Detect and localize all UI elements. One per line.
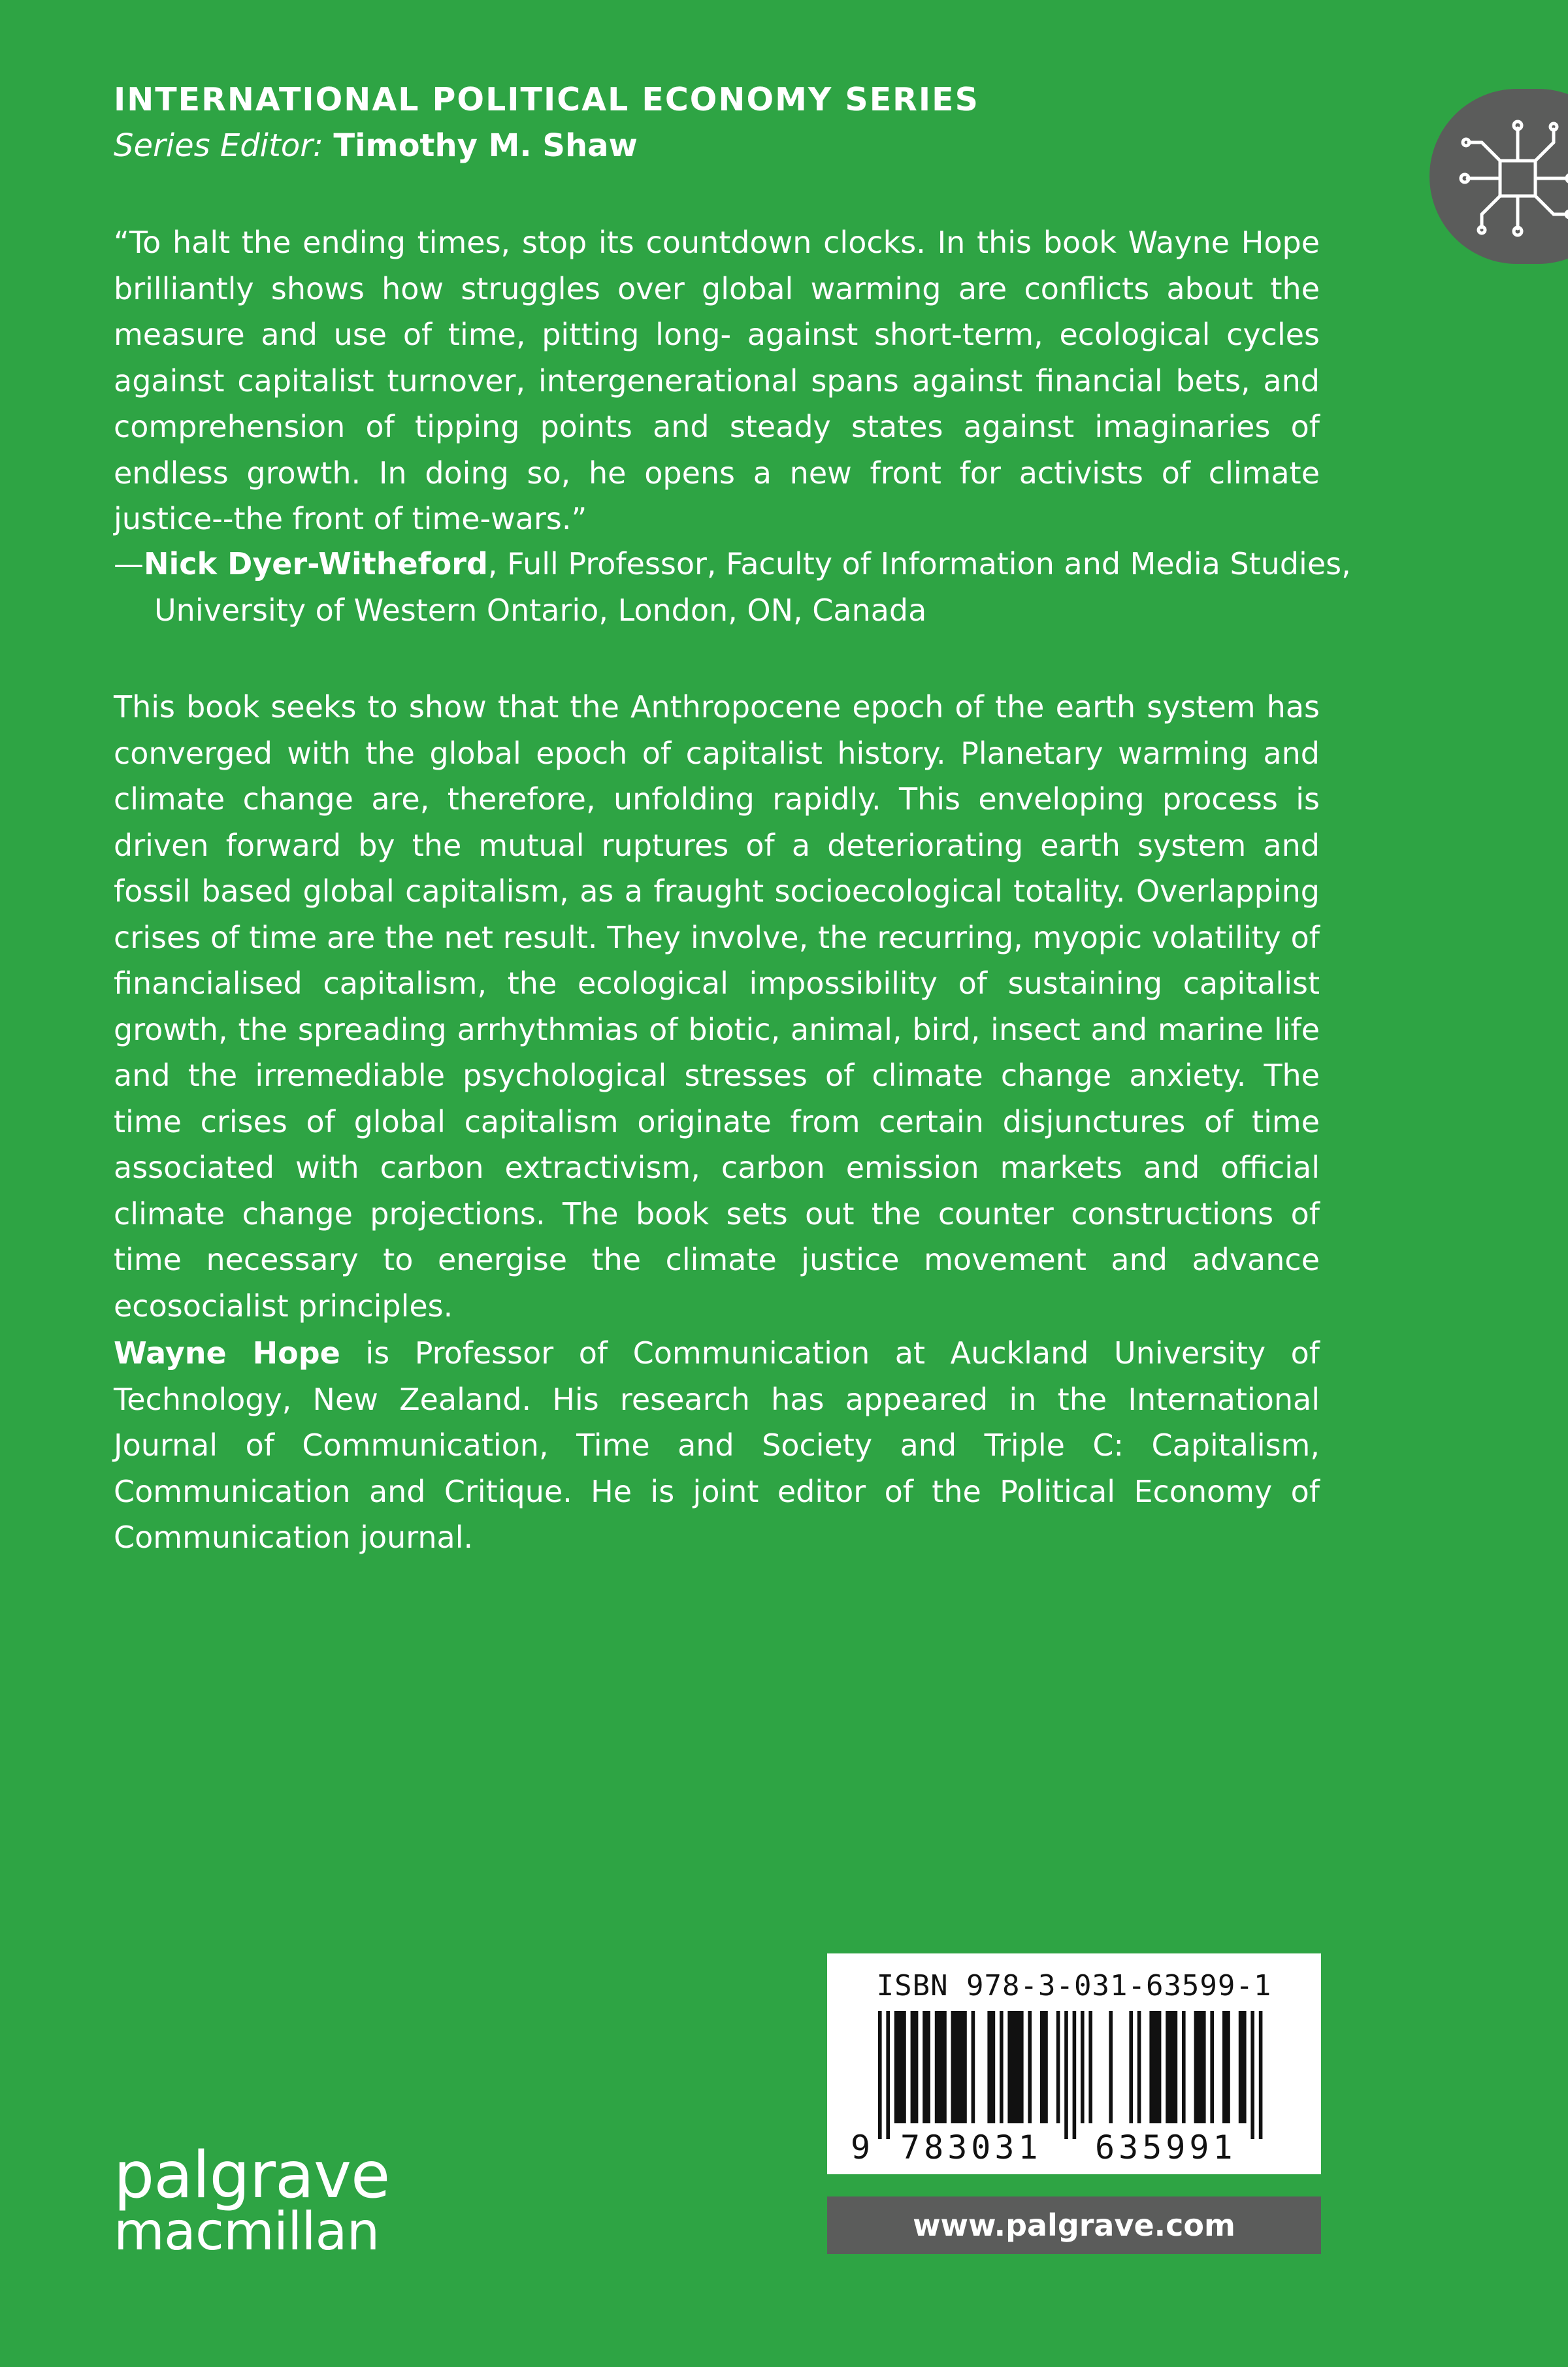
barcode-bar bbox=[987, 2011, 995, 2123]
barcode-bar bbox=[1007, 2011, 1023, 2123]
barcode-bar bbox=[1064, 2011, 1068, 2139]
barcode-bar bbox=[1000, 2011, 1004, 2123]
series-editor-label: Series Editor: bbox=[114, 127, 324, 164]
series-title: INTERNATIONAL POLITICAL ECONOMY SERIES bbox=[114, 81, 979, 118]
quote-author: Nick Dyer-Witheford bbox=[144, 546, 488, 581]
barcode-bar bbox=[886, 2011, 890, 2139]
isbn-barcode bbox=[827, 1953, 1321, 2174]
barcode-bar bbox=[1149, 2011, 1161, 2123]
barcode-bar bbox=[1028, 2011, 1032, 2123]
barcode-digits-right: 635991 bbox=[1095, 2129, 1237, 2166]
barcode-bar bbox=[1040, 2011, 1048, 2123]
quote-attribution bbox=[114, 541, 1360, 633]
book-description: This book seeks to show that the Anthropocene epoch of the earth system has converged with the global epoch of capitalist history. Planetary warming and climate change are, therefore, unfolding rapidly. This enveloping process is driven forward by the mutual ruptures of a deteriorating earth system and fossil based global capitalism, as a fraught socioecological totality. Overlapping crises of time are the net result. They involve, the recurring, myopic volatility of financialised capitalism, the ecological impossibility of sustaining capitalist growth, the spreading arrhythmias of biotic, animal, bird, insect and marine life and the irremediable psychological stresses of climate change anxiety. The time crises of global capitalism originate from certain disjunctures of time associated with carbon extractivism, carbon emission markets and official climate change projections. The book sets out the counter constructions of time necessary to energise the climate justice movement and advance ecosocialist principles. bbox=[114, 689, 1320, 1324]
series-editor-name: Timothy M. Shaw bbox=[333, 127, 638, 164]
barcode-bar bbox=[1088, 2011, 1092, 2123]
quote-affiliation: , Full Professor, Faculty of Information and Media Studies, University of Western Ontario, London, ON, Canada bbox=[154, 546, 1351, 628]
barcode-bar bbox=[1239, 2011, 1247, 2123]
barcode-bar bbox=[1250, 2011, 1254, 2139]
barcode-bar bbox=[894, 2011, 906, 2123]
palgrave-emblem-tab bbox=[1429, 89, 1568, 264]
isbn-label: ISBN 978-3-031-63599-1 bbox=[876, 1969, 1272, 2002]
barcode-bar bbox=[1210, 2011, 1214, 2123]
author-bio-text: is Professor of Communication at Auckland University of Technology, New Zealand. His research has appeared in the International Journal of Communication, Time and Society and Triple C: Capitalism, Communication and Critique. He is joint editor of the Political Economy of Communication journal. bbox=[114, 1335, 1320, 1555]
barcode-bar bbox=[1129, 2011, 1133, 2123]
palgrave-emblem-icon bbox=[1456, 116, 1568, 240]
barcode-bar bbox=[911, 2011, 919, 2123]
barcode-digits-left: 783031 bbox=[900, 2129, 1042, 2166]
barcode-bar bbox=[878, 2011, 882, 2139]
barcode-bar bbox=[923, 2011, 930, 2123]
barcode-bar bbox=[1109, 2011, 1113, 2123]
barcode-bar bbox=[1137, 2011, 1141, 2123]
barcode-bar bbox=[972, 2011, 975, 2123]
barcode-bar bbox=[1081, 2011, 1085, 2123]
attribution-dash: — bbox=[114, 546, 144, 581]
barcode-digit-first: 9 bbox=[851, 2129, 871, 2166]
barcode-bar bbox=[1194, 2011, 1206, 2123]
barcode-bar bbox=[1259, 2011, 1263, 2139]
barcode-bars bbox=[873, 2011, 1291, 2139]
author-bio bbox=[114, 1330, 1320, 1561]
barcode-bar bbox=[951, 2011, 967, 2123]
publisher-logo bbox=[114, 2138, 390, 2262]
publisher-url: www.palgrave.com bbox=[827, 2196, 1321, 2254]
series-editor bbox=[114, 127, 638, 164]
barcode-bar bbox=[935, 2011, 947, 2123]
barcode-bar bbox=[1222, 2011, 1230, 2123]
endorsement-quote: “To halt the ending times, stop its countdown clocks. In this book Wayne Hope brilliantly shows how struggles over global warming are conflicts about the measure and use of time, pitting long- against short-term, ecological cycles against capitalist turnover, intergenerational spans against financial bets, and comprehension of tipping points and steady states against imaginaries of endless growth. In doing so, he opens a new front for activists of climate justice--the front of time-wars.” bbox=[114, 225, 1320, 536]
publisher-logo-line1: palgrave bbox=[114, 2138, 390, 2213]
barcode-bar bbox=[1056, 2011, 1060, 2123]
barcode-bar bbox=[1073, 2011, 1077, 2139]
author-name: Wayne Hope bbox=[114, 1335, 340, 1371]
publisher-logo-line2: macmillan bbox=[114, 2201, 380, 2262]
barcode-bar bbox=[1182, 2011, 1186, 2123]
barcode-bar bbox=[1166, 2011, 1177, 2123]
